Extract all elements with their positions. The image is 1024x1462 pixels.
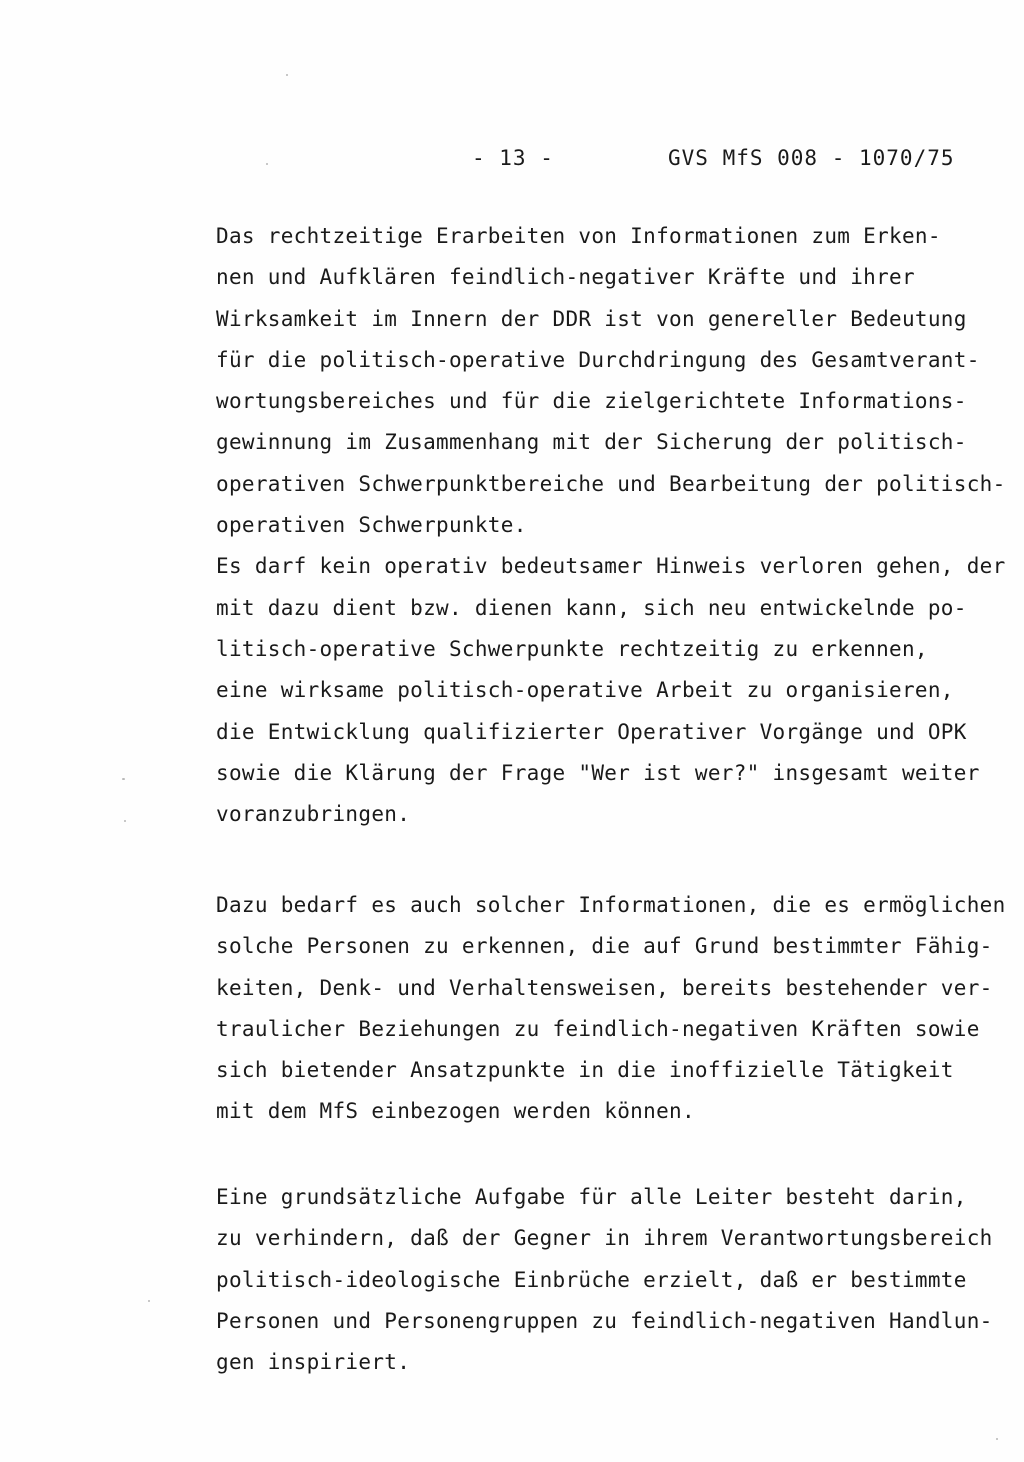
page-number: - 13 - bbox=[472, 146, 554, 170]
text-line: mit dazu dient bzw. dienen kann, sich neu entwickelnde po- bbox=[216, 595, 967, 620]
text-line: eine wirksame politisch-operative Arbeit zu organisieren, bbox=[216, 678, 954, 703]
text-line: Das rechtzeitige Erarbeiten von Informationen zum Erken- bbox=[216, 224, 941, 248]
paragraph-3 bbox=[216, 1177, 1016, 1383]
text-line: Dazu bedarf es auch solcher Informationen, die es ermöglichen bbox=[216, 893, 1006, 917]
scan-speck bbox=[124, 820, 126, 822]
text-line: operativen Schwerpunktbereiche und Bearbeitung der politisch- bbox=[216, 471, 1006, 496]
text-line: Es darf kein operativ bedeutsamer Hinweis verloren gehen, der bbox=[216, 554, 1006, 579]
text-line: für die politisch-operative Durchdringung des Gesamtverant- bbox=[216, 347, 980, 372]
document-reference: GVS MfS 008 - 1070/75 bbox=[668, 146, 955, 170]
text-line: wortungsbereiches und für die zielgerichtete Informations- bbox=[216, 389, 967, 414]
text-line: voranzubringen. bbox=[216, 802, 411, 827]
text-line: Personen und Personengruppen zu feindlich-negativen Handlun- bbox=[216, 1308, 993, 1333]
text-line: politisch-ideologische Einbrüche erzielt, daß er bestimmte bbox=[216, 1267, 967, 1292]
text-line: keiten, Denk- und Verhaltensweisen, bereits bestehender ver- bbox=[216, 975, 993, 1000]
scan-speck bbox=[286, 74, 288, 76]
paragraph-2 bbox=[216, 885, 1016, 1133]
page-header bbox=[0, 138, 1024, 178]
scan-speck bbox=[266, 163, 268, 165]
text-line: litisch-operative Schwerpunkte rechtzeitig zu erkennen, bbox=[216, 636, 928, 661]
text-line: gen inspiriert. bbox=[216, 1350, 411, 1375]
text-line: mit dem MfS einbezogen werden können. bbox=[216, 1099, 695, 1124]
text-line: traulicher Beziehungen zu feindlich-negativen Kräften sowie bbox=[216, 1016, 980, 1041]
text-line: die Entwicklung qualifizierter Operativer Vorgänge und OPK bbox=[216, 719, 967, 744]
text-line: gewinnung im Zusammenhang mit der Sicherung der politisch- bbox=[216, 430, 967, 455]
scan-speck bbox=[122, 778, 125, 780]
text-line: Wirksamkeit im Innern der DDR ist von genereller Bedeutung bbox=[216, 306, 967, 331]
text-line: operativen Schwerpunkte. bbox=[216, 513, 527, 538]
scan-speck bbox=[996, 1438, 998, 1440]
paragraph-1 bbox=[216, 216, 1016, 835]
text-line: Eine grundsätzliche Aufgabe für alle Leiter besteht darin, bbox=[216, 1185, 967, 1209]
text-line: nen und Aufklären feindlich-negativer Kräfte und ihrer bbox=[216, 265, 915, 290]
scan-speck bbox=[148, 1300, 150, 1302]
text-line: solche Personen zu erkennen, die auf Grund bestimmter Fähig- bbox=[216, 934, 993, 959]
text-line: sich bietender Ansatzpunkte in die inoffizielle Tätigkeit bbox=[216, 1058, 954, 1083]
text-line: zu verhindern, daß der Gegner in ihrem Verantwortungsbereich bbox=[216, 1226, 993, 1251]
text-line: sowie die Klärung der Frage "Wer ist wer?" insgesamt weiter bbox=[216, 760, 980, 785]
